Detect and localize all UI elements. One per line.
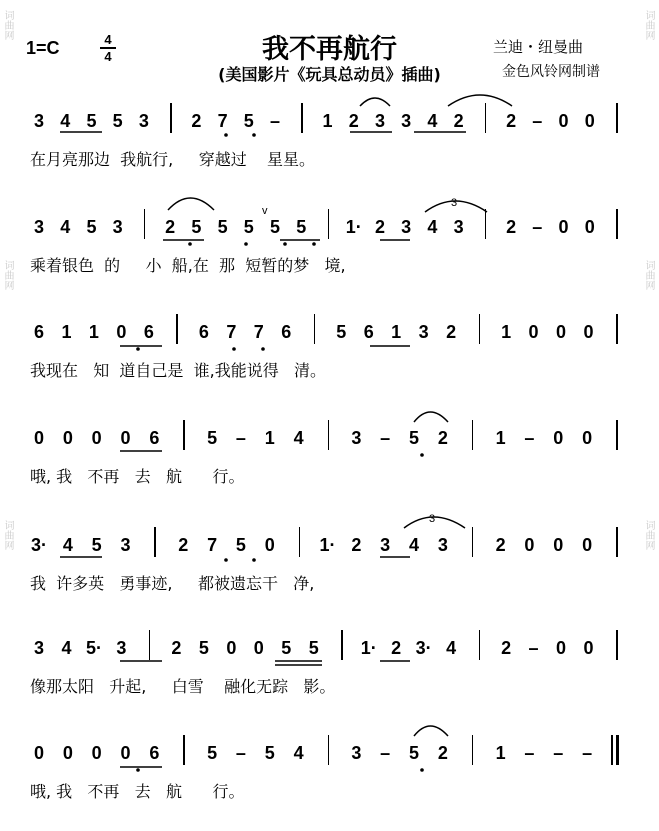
note: 5 — [112, 111, 123, 131]
note: 2 — [391, 638, 402, 658]
note: 5 — [336, 322, 347, 342]
watermark-text: 词曲网 — [643, 260, 654, 290]
note: 2 — [351, 535, 362, 555]
key-signature: 1=C — [26, 38, 60, 58]
note-dash: – — [235, 743, 246, 763]
note: 4 — [427, 217, 438, 237]
note: 3 — [33, 217, 44, 237]
note: 5 — [207, 428, 218, 448]
note: 3 — [418, 322, 429, 342]
note-dash: – — [524, 428, 535, 448]
note: 0 — [264, 535, 275, 555]
note: 3 — [112, 217, 123, 237]
note: 2 — [437, 428, 448, 448]
note: 5 — [235, 535, 246, 555]
lyric-line: 我 许多英 勇事迹, 都被遗忘干 净, — [30, 574, 315, 593]
barline — [616, 420, 618, 450]
note: 0 — [116, 322, 127, 342]
note-dash: – — [553, 743, 564, 763]
note: 2 — [506, 217, 517, 237]
note-dash: – — [528, 638, 539, 658]
note: 3 — [116, 638, 127, 658]
note: 5 — [91, 535, 102, 555]
note: 4 — [409, 535, 420, 555]
note: 0 — [582, 428, 593, 448]
note: 6 — [149, 428, 160, 448]
note-dash: – — [532, 111, 543, 131]
note: 5 — [243, 111, 254, 131]
note: 0 — [33, 743, 44, 763]
note: 0 — [253, 638, 264, 658]
song-subtitle: (美国影片《玩具总动员》插曲) — [218, 65, 441, 84]
triplet-arc — [404, 517, 465, 528]
barline — [616, 314, 618, 344]
note: 5 — [86, 217, 97, 237]
note: 1 — [264, 428, 275, 448]
final-barline-thin — [611, 735, 613, 765]
octave-dot — [252, 133, 256, 137]
note: 6 — [33, 322, 44, 342]
note: 5 — [409, 743, 420, 763]
note: 4 — [62, 535, 73, 555]
note: 0 — [584, 217, 595, 237]
watermark-text: 词曲网 — [643, 10, 654, 40]
lyric-line: 乘着银色 的 小 船,在 那 短暂的梦 境, — [30, 256, 346, 275]
note: 2 — [171, 638, 182, 658]
note: 5 — [264, 743, 275, 763]
triplet-mark: 3 — [451, 197, 458, 209]
note: 4 — [60, 111, 71, 131]
note: 0 — [558, 217, 569, 237]
note: 5 — [243, 217, 254, 237]
note: 3 — [351, 428, 362, 448]
note: 0 — [553, 428, 564, 448]
lyric-line: 我现在 知 道自己是 谁,我能说得 清。 — [30, 361, 326, 380]
barline — [149, 630, 151, 660]
note: 4 — [427, 111, 438, 131]
note: 5· — [85, 638, 102, 658]
note: 2 — [178, 535, 189, 555]
note: 2 — [506, 111, 517, 131]
note: 4 — [293, 743, 304, 763]
barline — [472, 527, 474, 557]
note: 3 — [380, 535, 391, 555]
note: 3· — [31, 535, 48, 555]
note-dash: – — [524, 743, 535, 763]
note-dash: – — [532, 217, 543, 237]
tie-arc — [448, 95, 512, 106]
watermark-text: 词曲网 — [2, 520, 13, 550]
tie-arc — [360, 98, 390, 106]
barline — [328, 420, 330, 450]
note: 4 — [446, 638, 457, 658]
barline — [170, 103, 172, 133]
note-dash: – — [235, 428, 246, 448]
note-dash: – — [380, 743, 391, 763]
note: 0 — [226, 638, 237, 658]
barline — [314, 314, 316, 344]
octave-dot — [283, 242, 287, 246]
note: 0 — [583, 638, 594, 658]
note: 3 — [33, 111, 44, 131]
watermark-right-3 — [643, 520, 657, 550]
note: 1 — [61, 322, 72, 342]
barline — [479, 630, 481, 660]
note-dash: – — [380, 428, 391, 448]
note: 3 — [453, 217, 464, 237]
note: 0 — [583, 322, 594, 342]
barline — [144, 209, 146, 239]
octave-dot — [261, 347, 265, 351]
note: 4 — [61, 638, 72, 658]
octave-dot — [420, 768, 424, 772]
note: 6 — [143, 322, 154, 342]
barline — [299, 527, 301, 557]
note: 2 — [453, 111, 464, 131]
note: 2 — [446, 322, 457, 342]
note: 7 — [226, 322, 237, 342]
note: 0 — [120, 743, 131, 763]
note: 7 — [217, 111, 228, 131]
note: 2 — [191, 111, 202, 131]
barline — [328, 735, 330, 765]
barline — [472, 735, 474, 765]
octave-dot — [312, 242, 316, 246]
octave-dot — [136, 768, 140, 772]
note: 3 — [437, 535, 448, 555]
watermark-left-2 — [2, 260, 16, 290]
octave-dot — [420, 453, 424, 457]
watermark-left-3 — [2, 520, 16, 550]
barline — [472, 420, 474, 450]
breath-mark: v — [262, 205, 268, 217]
note: 4 — [60, 217, 71, 237]
note: 3 — [138, 111, 149, 131]
note: 5 — [86, 111, 97, 131]
octave-dot — [136, 347, 140, 351]
barline — [341, 630, 343, 660]
note: 0 — [91, 743, 102, 763]
note: 5 — [198, 638, 209, 658]
triplet-arc — [425, 201, 487, 212]
barline — [616, 209, 618, 239]
note: 2 — [495, 535, 506, 555]
note: 3 — [33, 638, 44, 658]
watermark-text: 词曲网 — [2, 260, 13, 290]
note: 0 — [91, 428, 102, 448]
note: 0 — [524, 535, 535, 555]
note: 1· — [360, 638, 377, 658]
octave-dot — [232, 347, 236, 351]
note: 5 — [270, 217, 281, 237]
lyric-line: 哦, 我 不再 去 航 行。 — [30, 467, 245, 486]
time-numerator: 4 — [104, 32, 112, 47]
note: 6 — [149, 743, 160, 763]
note: 0 — [584, 111, 595, 131]
octave-dot — [188, 242, 192, 246]
barline — [176, 314, 178, 344]
note: 0 — [582, 535, 593, 555]
note: 3· — [415, 638, 432, 658]
final-barline — [616, 735, 619, 765]
note: 0 — [120, 428, 131, 448]
note: 0 — [553, 535, 564, 555]
barline — [301, 103, 303, 133]
note: 5 — [191, 217, 202, 237]
note: 2 — [165, 217, 176, 237]
octave-dot — [244, 242, 248, 246]
note: 3 — [120, 535, 131, 555]
note: 3 — [401, 217, 412, 237]
song-title: 我不再航行 — [262, 34, 397, 65]
triplet-mark: 3 — [429, 513, 436, 525]
note: 0 — [558, 111, 569, 131]
note: 6 — [281, 322, 292, 342]
note: 5 — [281, 638, 292, 658]
note: 6 — [363, 322, 374, 342]
note: 1· — [319, 535, 336, 555]
note: 0 — [556, 322, 567, 342]
note: 1 — [88, 322, 99, 342]
note: 2 — [501, 638, 512, 658]
note: 0 — [556, 638, 567, 658]
octave-dot — [252, 558, 256, 562]
note: 3 — [374, 111, 385, 131]
note: 2 — [437, 743, 448, 763]
note: 7 — [207, 535, 218, 555]
octave-dot — [224, 558, 228, 562]
barline — [328, 209, 330, 239]
barline — [479, 314, 481, 344]
note: 3 — [401, 111, 412, 131]
note: 1 — [495, 743, 506, 763]
note: 0 — [528, 322, 539, 342]
note: 2 — [348, 111, 359, 131]
note: 2 — [374, 217, 385, 237]
note: 0 — [62, 743, 73, 763]
note-dash: – — [582, 743, 593, 763]
barline — [485, 209, 487, 239]
barline — [616, 527, 618, 557]
note: 5 — [308, 638, 319, 658]
lyric-line: 像那太阳 升起, 白雪 融化无踪 影。 — [30, 677, 336, 696]
note: 5 — [217, 217, 228, 237]
note: 5 — [296, 217, 307, 237]
composer-credit: 兰迪・纽曼曲 — [493, 38, 584, 56]
watermark-right-2 — [643, 260, 657, 290]
note: 1 — [391, 322, 402, 342]
score-maker-credit: 金色风铃网制谱 — [502, 64, 600, 80]
watermark-text: 词曲网 — [2, 10, 13, 40]
note: 6 — [198, 322, 209, 342]
note: 1 — [495, 428, 506, 448]
note: 7 — [253, 322, 264, 342]
time-denominator: 4 — [104, 48, 112, 64]
lyric-line: 在月亮那边 我航行, 穿越过 星星。 — [30, 150, 316, 169]
note: 0 — [62, 428, 73, 448]
barline — [183, 420, 185, 450]
tie-arc — [168, 198, 214, 210]
note: 1· — [345, 217, 362, 237]
note: 4 — [293, 428, 304, 448]
note: 1 — [322, 111, 333, 131]
tie-arc — [414, 412, 448, 422]
barline — [183, 735, 185, 765]
watermark-text: 词曲网 — [643, 520, 654, 550]
tie-arc — [414, 726, 448, 736]
barline — [616, 630, 618, 660]
barline — [154, 527, 156, 557]
note: 5 — [409, 428, 420, 448]
barline — [485, 103, 487, 133]
note: 3 — [351, 743, 362, 763]
lyric-line: 哦, 我 不再 去 航 行。 — [30, 782, 245, 801]
note: 1 — [501, 322, 512, 342]
note-dash: – — [270, 111, 281, 131]
barline — [616, 103, 618, 133]
note: 0 — [33, 428, 44, 448]
note: 5 — [207, 743, 218, 763]
octave-dot — [224, 133, 228, 137]
